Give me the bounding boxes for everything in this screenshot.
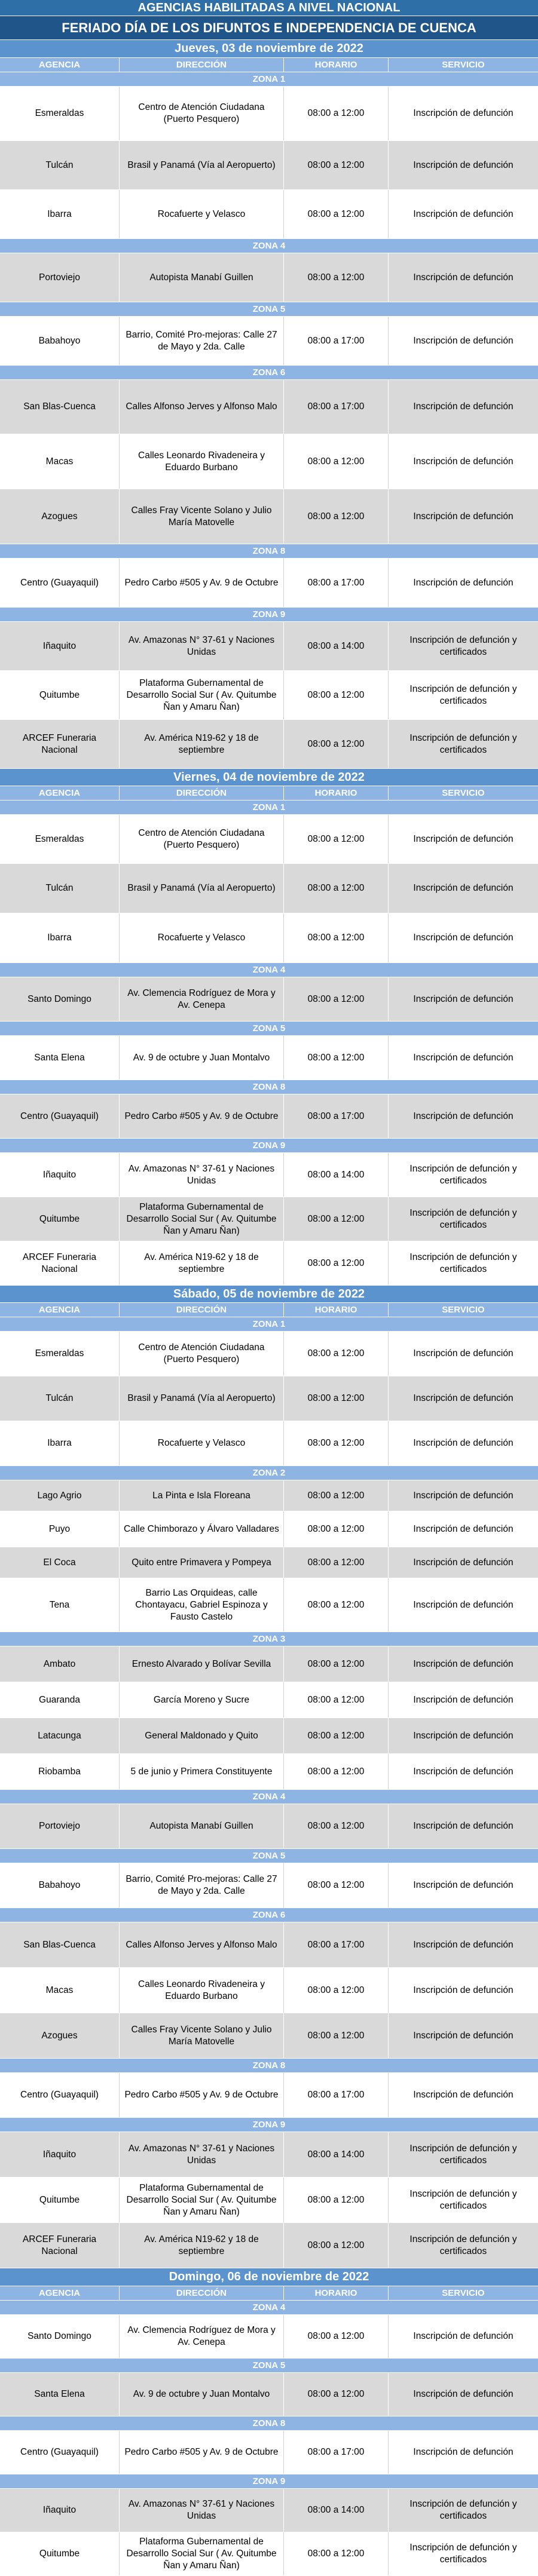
- table-row: [0, 380, 538, 434]
- agency-service: Inscripción de defunción: [413, 1490, 513, 1501]
- agency-service: Inscripción de defunción y certificados: [409, 2543, 517, 2565]
- agency-service: Inscripción de defunción y certificados: [409, 1163, 517, 1186]
- agency-service: Inscripción de defunción: [413, 401, 513, 412]
- zone-header: ZONA 9: [0, 2474, 538, 2489]
- table-row: [0, 1578, 538, 1632]
- agency-hours: 08:00 a 12:00: [284, 1646, 389, 1682]
- zone-header: ZONA 8: [0, 544, 538, 559]
- agency-hours: 08:00 a 12:00: [284, 1480, 389, 1511]
- agency-hours: 08:00 a 14:00: [284, 2489, 389, 2532]
- zone-header: ZONA 4: [0, 239, 538, 253]
- agency-hours: 08:00 a 12:00: [284, 434, 389, 489]
- column-header-direccion: DIRECCIÓN: [120, 2286, 284, 2300]
- agency-address: Av. Clemencia Rodríguez de Mora y Av. Cenepa: [120, 2315, 284, 2358]
- agency-name: San Blas-Cuenca: [0, 380, 120, 434]
- agency-service: Inscripción de defunción: [413, 1557, 513, 1568]
- table-row: [0, 1421, 538, 1466]
- agency-hours: 08:00 a 12:00: [284, 253, 389, 302]
- table-row: [0, 815, 538, 864]
- table-row: [0, 1036, 538, 1080]
- sheet-subtitle: FERIADO DÍA DE LOS DIFUNTOS E INDEPENDENCIA DE CUENCA: [0, 16, 538, 40]
- agency-address: Ernesto Alvarado y Bolívar Sevilla: [120, 1646, 284, 1682]
- table-row: [0, 1480, 538, 1511]
- agency-service: Inscripción de defunción y certificados: [409, 1252, 517, 1274]
- agency-name: Ibarra: [0, 190, 120, 238]
- table-row: [0, 913, 538, 963]
- agency-name: Esmeraldas: [0, 87, 120, 140]
- column-header-row: [0, 2286, 538, 2301]
- agency-hours: 08:00 a 12:00: [284, 864, 389, 913]
- agency-name: Iñaquito: [0, 2489, 120, 2532]
- zone-header: ZONA 2: [0, 1466, 538, 1480]
- column-header-horario: HORARIO: [284, 1303, 389, 1317]
- agency-hours: 08:00 a 12:00: [284, 2532, 389, 2575]
- agency-address: Autopista Manabí Guillen: [120, 1804, 284, 1848]
- agency-service: Inscripción de defunción y certificados: [409, 2188, 517, 2211]
- agency-name: Riobamba: [0, 1754, 120, 1789]
- agency-name: Portoviejo: [0, 1804, 120, 1848]
- agency-hours: 08:00 a 12:00: [284, 1421, 389, 1465]
- table-row: [0, 671, 538, 720]
- table-row: [0, 1646, 538, 1682]
- agency-name: Iñaquito: [0, 622, 120, 670]
- agency-service: Inscripción de defunción: [413, 1599, 513, 1610]
- zone-header: ZONA 4: [0, 2301, 538, 2315]
- agency-hours: 08:00 a 14:00: [284, 1153, 389, 1197]
- agency-name: Centro (Guayaquil): [0, 2073, 120, 2117]
- agency-hours: 08:00 a 12:00: [284, 2315, 389, 2358]
- day-header: Domingo, 06 de noviembre de 2022: [0, 2268, 538, 2286]
- agency-hours: 08:00 a 17:00: [284, 380, 389, 434]
- agency-name: ARCEF Funeraria Nacional: [0, 720, 120, 768]
- zone-header: ZONA 4: [0, 963, 538, 977]
- zone-header: ZONA 1: [0, 72, 538, 87]
- agency-address: Centro de Atención Ciudadana (Puerto Pesquero): [120, 87, 284, 140]
- agency-service: Inscripción de defunción: [413, 933, 513, 943]
- column-header-direccion: DIRECCIÓN: [120, 58, 284, 72]
- table-row: [0, 489, 538, 544]
- agency-address: Pedro Carbo #505 y Av. 9 de Octubre: [120, 559, 284, 607]
- table-row: [0, 317, 538, 366]
- column-header-horario: HORARIO: [284, 58, 389, 72]
- agency-service: Inscripción de defunción: [413, 1730, 513, 1741]
- zone-header: ZONA 9: [0, 608, 538, 622]
- table-row: [0, 2223, 538, 2268]
- agency-hours: 08:00 a 17:00: [284, 2073, 389, 2117]
- agency-service: Inscripción de defunción: [413, 2090, 513, 2100]
- agency-service: Inscripción de defunción: [413, 2389, 513, 2399]
- agency-name: El Coca: [0, 1547, 120, 1578]
- agency-name: Esmeraldas: [0, 815, 120, 863]
- agency-service: Inscripción de defunción: [413, 1111, 513, 1121]
- agency-service: Inscripción de defunción: [413, 1985, 513, 1995]
- agency-service: Inscripción de defunción: [413, 1393, 513, 1403]
- agency-address: Av. Amazonas N° 37-61 y Naciones Unidas: [120, 2132, 284, 2177]
- agency-service: Inscripción de defunción: [413, 1438, 513, 1448]
- agency-hours: 08:00 a 12:00: [284, 1036, 389, 1080]
- agency-hours: 08:00 a 12:00: [284, 1241, 389, 1285]
- agency-name: Tulcán: [0, 1376, 120, 1421]
- table-row: [0, 1094, 538, 1139]
- agency-hours: 08:00 a 12:00: [284, 2223, 389, 2268]
- agency-hours: 08:00 a 12:00: [284, 190, 389, 238]
- table-row: [0, 1804, 538, 1849]
- agency-address: Pedro Carbo #505 y Av. 9 de Octubre: [120, 2431, 284, 2474]
- agency-name: Santa Elena: [0, 1036, 120, 1080]
- agency-hours: 08:00 a 12:00: [284, 1511, 389, 1547]
- agency-name: Ibarra: [0, 913, 120, 962]
- zone-header: ZONA 8: [0, 2059, 538, 2073]
- agency-name: Macas: [0, 1968, 120, 2013]
- agency-name: Quitumbe: [0, 1197, 120, 1241]
- agency-address: Calles Alfonso Jerves y Alfonso Malo: [120, 380, 284, 434]
- agency-address: Calles Alfonso Jerves y Alfonso Malo: [120, 1922, 284, 1967]
- table-row: [0, 1968, 538, 2013]
- agency-name: Quitumbe: [0, 2178, 120, 2222]
- agency-address: Brasil y Panamá (Vía al Aeropuerto): [120, 864, 284, 913]
- agency-service: Inscripción de defunción: [413, 2447, 513, 2457]
- zone-header: ZONA 1: [0, 801, 538, 815]
- agency-name: Guaranda: [0, 1682, 120, 1718]
- table-row: [0, 2315, 538, 2359]
- agency-address: Calles Fray Vicente Solano y Julio María Matovelle: [120, 489, 284, 544]
- agency-service: Inscripción de defunción y certificados: [409, 683, 517, 706]
- zone-header: ZONA 9: [0, 2118, 538, 2132]
- agency-hours: 08:00 a 12:00: [284, 2373, 389, 2416]
- agency-hours: 08:00 a 12:00: [284, 1547, 389, 1578]
- zone-header: ZONA 6: [0, 1908, 538, 1922]
- agency-service: Inscripción de defunción: [413, 1052, 513, 1063]
- column-header-servicio: SERVICIO: [442, 59, 485, 70]
- agency-hours: 08:00 a 12:00: [284, 1863, 389, 1908]
- agency-service: Inscripción de defunción: [413, 1880, 513, 1890]
- day-header: Jueves, 03 de noviembre de 2022: [0, 40, 538, 58]
- agency-hours: 08:00 a 12:00: [284, 1804, 389, 1848]
- agency-address: Pedro Carbo #505 y Av. 9 de Octubre: [120, 1094, 284, 1138]
- table-row: [0, 1376, 538, 1421]
- agency-name: Babahoyo: [0, 1863, 120, 1908]
- agency-hours: 08:00 a 12:00: [284, 1968, 389, 2013]
- column-header-direccion: DIRECCIÓN: [120, 786, 284, 800]
- table-row: [0, 2013, 538, 2059]
- agency-service: Inscripción de defunción: [413, 272, 513, 283]
- table-row: [0, 1332, 538, 1376]
- agency-address: Centro de Atención Ciudadana (Puerto Pesquero): [120, 815, 284, 863]
- column-header-servicio: SERVICIO: [442, 787, 485, 798]
- agency-hours: 08:00 a 12:00: [284, 977, 389, 1021]
- agency-hours: 08:00 a 12:00: [284, 720, 389, 768]
- zone-header: ZONA 5: [0, 2359, 538, 2373]
- zone-header: ZONA 8: [0, 2416, 538, 2431]
- agency-service: Inscripción de defunción: [413, 833, 513, 844]
- table-row: [0, 1547, 538, 1578]
- table-row: [0, 1153, 538, 1197]
- column-header-servicio: SERVICIO: [442, 1304, 485, 1315]
- table-row: [0, 1922, 538, 1968]
- agency-name: Centro (Guayaquil): [0, 2431, 120, 2474]
- day-header: Sábado, 05 de noviembre de 2022: [0, 1286, 538, 1303]
- agency-address: Quito entre Primavera y Pompeya: [120, 1547, 284, 1578]
- agency-service: Inscripción de defunción: [413, 1766, 513, 1777]
- table-row: [0, 1754, 538, 1790]
- agency-name: Ibarra: [0, 1421, 120, 1465]
- agency-name: Iñaquito: [0, 1153, 120, 1197]
- table-row: [0, 434, 538, 489]
- agency-hours: 08:00 a 12:00: [284, 1682, 389, 1718]
- agency-name: ARCEF Funeraria Nacional: [0, 1241, 120, 1285]
- agency-service: Inscripción de defunción y certificados: [409, 1207, 517, 1230]
- agency-hours: 08:00 a 12:00: [284, 1197, 389, 1241]
- zone-header: ZONA 5: [0, 302, 538, 317]
- agency-name: Quitumbe: [0, 671, 120, 719]
- table-row: [0, 2489, 538, 2532]
- table-row: [0, 559, 538, 608]
- agency-name: Azogues: [0, 489, 120, 544]
- agency-hours: 08:00 a 12:00: [284, 141, 389, 189]
- agency-name: Babahoyo: [0, 317, 120, 365]
- agency-address: Av. 9 de octubre y Juan Montalvo: [120, 1036, 284, 1080]
- column-header-agencia: AGENCIA: [0, 1303, 120, 1317]
- agency-address: Calles Leonardo Rivadeneira y Eduardo Burbano: [120, 1968, 284, 2013]
- agency-service: Inscripción de defunción: [413, 2331, 513, 2341]
- agency-hours: 08:00 a 12:00: [284, 1578, 389, 1632]
- agency-service: Inscripción de defunción y certificados: [409, 2143, 517, 2166]
- agency-address: Plataforma Gubernamental de Desarrollo Social Sur ( Av. Quitumbe Ñan y Amaru Ñan): [120, 2532, 284, 2575]
- day-header: Viernes, 04 de noviembre de 2022: [0, 769, 538, 786]
- agency-name: San Blas-Cuenca: [0, 1922, 120, 1967]
- column-header-horario: HORARIO: [284, 786, 389, 800]
- agency-hours: 08:00 a 17:00: [284, 317, 389, 365]
- column-header-servicio: SERVICIO: [442, 2287, 485, 2298]
- agency-address: Calles Fray Vicente Solano y Julio María Matovelle: [120, 2013, 284, 2058]
- agency-name: Centro (Guayaquil): [0, 1094, 120, 1138]
- agency-name: Portoviejo: [0, 253, 120, 302]
- column-header-agencia: AGENCIA: [0, 786, 120, 800]
- agency-service: Inscripción de defunción: [413, 1348, 513, 1358]
- agency-address: Barrio, Comité Pro-mejoras: Calle 27 de Mayo y 2da. Calle: [120, 317, 284, 365]
- agency-address: Brasil y Panamá (Vía al Aeropuerto): [120, 141, 284, 189]
- column-header-row: [0, 1303, 538, 1317]
- agency-address: García Moreno y Sucre: [120, 1682, 284, 1718]
- column-header-direccion: DIRECCIÓN: [120, 1303, 284, 1317]
- agency-service: Inscripción de defunción: [413, 577, 513, 588]
- agency-name: Azogues: [0, 2013, 120, 2058]
- agency-hours: 08:00 a 14:00: [284, 2132, 389, 2177]
- agency-hours: 08:00 a 14:00: [284, 622, 389, 670]
- table-row: [0, 2373, 538, 2416]
- agency-address: Plataforma Gubernamental de Desarrollo Social Sur ( Av. Quitumbe Ñan y Amaru Ñan): [120, 671, 284, 719]
- agency-hours: 08:00 a 12:00: [284, 2013, 389, 2058]
- zone-header: ZONA 8: [0, 1080, 538, 1094]
- agency-name: Tena: [0, 1578, 120, 1632]
- agency-address: La Pinta e Isla Floreana: [120, 1480, 284, 1511]
- agency-service: Inscripción de defunción: [413, 108, 513, 118]
- agency-service: Inscripción de defunción: [413, 1694, 513, 1705]
- agency-address: Calles Leonardo Rivadeneira y Eduardo Burbano: [120, 434, 284, 489]
- agency-hours: 08:00 a 17:00: [284, 2431, 389, 2474]
- agency-name: Santo Domingo: [0, 977, 120, 1021]
- agency-name: Lago Agrio: [0, 1480, 120, 1511]
- agency-service: Inscripción de defunción: [413, 335, 513, 346]
- agency-address: Plataforma Gubernamental de Desarrollo Social Sur ( Av. Quitumbe Ñan y Amaru Ñan): [120, 1197, 284, 1241]
- table-row: [0, 141, 538, 190]
- agency-address: Av. América N19-62 y 18 de septiembre: [120, 720, 284, 768]
- column-header-horario: HORARIO: [284, 2286, 389, 2300]
- agency-address: Av. América N19-62 y 18 de septiembre: [120, 1241, 284, 1285]
- table-row: [0, 2178, 538, 2223]
- agency-service: Inscripción de defunción: [413, 1523, 513, 1534]
- agency-name: Macas: [0, 434, 120, 489]
- table-row: [0, 1511, 538, 1547]
- agency-hours: 08:00 a 12:00: [284, 2178, 389, 2222]
- agency-name: ARCEF Funeraria Nacional: [0, 2223, 120, 2268]
- agency-address: Av. Clemencia Rodríguez de Mora y Av. Cenepa: [120, 977, 284, 1021]
- table-row: [0, 2431, 538, 2474]
- agency-service: Inscripción de defunción: [413, 511, 513, 522]
- table-row: [0, 1197, 538, 1241]
- agency-service: Inscripción de defunción: [413, 160, 513, 170]
- column-header-agencia: AGENCIA: [0, 2286, 120, 2300]
- agency-service: Inscripción de defunción y certificados: [409, 2234, 517, 2256]
- agency-name: Iñaquito: [0, 2132, 120, 2177]
- agency-hours: 08:00 a 12:00: [284, 1754, 389, 1789]
- agency-name: Quitumbe: [0, 2532, 120, 2575]
- agency-service: Inscripción de defunción: [413, 456, 513, 467]
- agency-address: General Maldonado y Quito: [120, 1718, 284, 1753]
- agency-service: Inscripción de defunción y certificados: [409, 2499, 517, 2521]
- table-row: [0, 622, 538, 671]
- table-row: [0, 87, 538, 141]
- table-row: [0, 1863, 538, 1908]
- agency-name: Centro (Guayaquil): [0, 559, 120, 607]
- table-row: [0, 2073, 538, 2118]
- agency-name: Tulcán: [0, 864, 120, 913]
- agency-address: Pedro Carbo #505 y Av. 9 de Octubre: [120, 2073, 284, 2117]
- agency-hours: 08:00 a 12:00: [284, 913, 389, 962]
- table-row: [0, 2132, 538, 2178]
- agency-address: Av. Amazonas N° 37-61 y Naciones Unidas: [120, 1153, 284, 1197]
- table-row: [0, 977, 538, 1022]
- agency-service: Inscripción de defunción: [413, 1821, 513, 1831]
- zone-header: ZONA 9: [0, 1139, 538, 1153]
- agency-name: Santa Elena: [0, 2373, 120, 2416]
- table-row: [0, 190, 538, 239]
- agency-service: Inscripción de defunción y certificados: [409, 634, 517, 657]
- agency-hours: 08:00 a 17:00: [284, 1094, 389, 1138]
- agency-service: Inscripción de defunción: [413, 208, 513, 219]
- zone-header: ZONA 1: [0, 1317, 538, 1332]
- agency-service: Inscripción de defunción y certificados: [409, 732, 517, 755]
- agency-hours: 08:00 a 12:00: [284, 87, 389, 140]
- agency-address: Calle Chimborazo y Álvaro Valladares: [120, 1511, 284, 1547]
- agency-address: Barrio Las Orquideas, calle Chontayacu, Gabriel Espinoza y Fausto Castelo: [120, 1578, 284, 1632]
- agency-hours: 08:00 a 17:00: [284, 1922, 389, 1967]
- agency-hours: 08:00 a 12:00: [284, 1718, 389, 1753]
- agency-address: Av. América N19-62 y 18 de septiembre: [120, 2223, 284, 2268]
- agency-address: Av. Amazonas N° 37-61 y Naciones Unidas: [120, 622, 284, 670]
- agency-address: Brasil y Panamá (Vía al Aeropuerto): [120, 1376, 284, 1421]
- agency-name: Tulcán: [0, 141, 120, 189]
- sheet-title: AGENCIAS HABILITADAS A NIVEL NACIONAL: [0, 0, 538, 16]
- agency-address: Rocafuerte y Velasco: [120, 190, 284, 238]
- table-row: [0, 1241, 538, 1286]
- agency-address: Autopista Manabí Guillen: [120, 253, 284, 302]
- zone-header: ZONA 6: [0, 366, 538, 380]
- agency-address: Rocafuerte y Velasco: [120, 1421, 284, 1465]
- agency-address: Plataforma Gubernamental de Desarrollo Social Sur ( Av. Quitumbe Ñan y Amaru Ñan): [120, 2178, 284, 2222]
- zone-header: ZONA 3: [0, 1632, 538, 1646]
- agency-hours: 08:00 a 12:00: [284, 1332, 389, 1376]
- agency-address: Av. Amazonas N° 37-61 y Naciones Unidas: [120, 2489, 284, 2532]
- zone-header: ZONA 5: [0, 1849, 538, 1863]
- agency-service: Inscripción de defunción: [413, 993, 513, 1004]
- table-row: [0, 1718, 538, 1754]
- agency-hours: 08:00 a 12:00: [284, 671, 389, 719]
- agency-hours: 08:00 a 12:00: [284, 489, 389, 544]
- agency-name: Latacunga: [0, 1718, 120, 1753]
- zone-header: ZONA 5: [0, 1022, 538, 1036]
- agency-name: Ambato: [0, 1646, 120, 1682]
- table-row: [0, 1682, 538, 1718]
- table-row: [0, 2532, 538, 2576]
- agency-service: Inscripción de defunción: [413, 1658, 513, 1669]
- column-header-row: [0, 58, 538, 72]
- agency-service: Inscripción de defunción: [413, 2030, 513, 2041]
- agency-name: Santo Domingo: [0, 2315, 120, 2358]
- agency-address: Centro de Atención Ciudadana (Puerto Pesquero): [120, 1332, 284, 1376]
- table-row: [0, 253, 538, 302]
- agency-hours: 08:00 a 17:00: [284, 559, 389, 607]
- column-header-row: [0, 786, 538, 801]
- agency-name: Esmeraldas: [0, 1332, 120, 1376]
- agency-name: Puyo: [0, 1511, 120, 1547]
- agency-hours: 08:00 a 12:00: [284, 1376, 389, 1421]
- table-row: [0, 864, 538, 913]
- agency-service: Inscripción de defunción: [413, 1939, 513, 1950]
- agency-address: Rocafuerte y Velasco: [120, 913, 284, 962]
- zone-header: ZONA 4: [0, 1790, 538, 1804]
- agency-hours: 08:00 a 12:00: [284, 815, 389, 863]
- agency-service: Inscripción de defunción: [413, 883, 513, 893]
- column-header-agencia: AGENCIA: [0, 58, 120, 72]
- table-row: [0, 720, 538, 769]
- agency-address: 5 de junio y Primera Constituyente: [120, 1754, 284, 1789]
- agency-address: Av. 9 de octubre y Juan Montalvo: [120, 2373, 284, 2416]
- agency-address: Barrio, Comité Pro-mejoras: Calle 27 de Mayo y 2da. Calle: [120, 1863, 284, 1908]
